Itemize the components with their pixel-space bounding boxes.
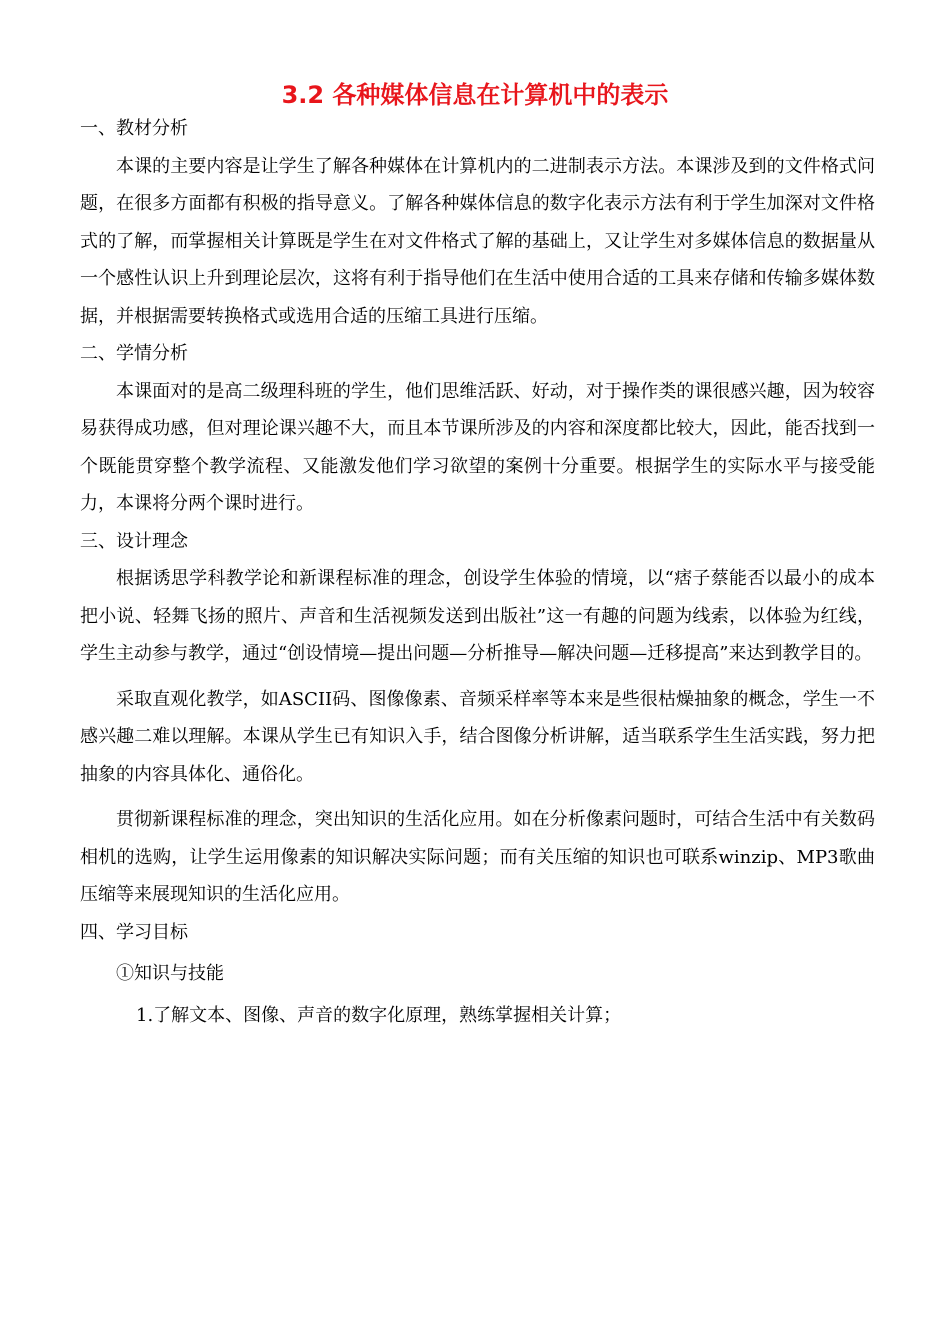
paragraph: 采取直观化教学，如ASCII码、图像像素、音频采样率等本来是些很枯燥抽象的概念，学生一不感兴趣二难以理解。本课从学生已有知识入手，结合图像分析讲解，适当联系学生生活实践，努力把抽象的内容具体化、通俗化。 (80, 688, 875, 785)
section-heading-learning-goals: 四、学习目标 (80, 921, 188, 943)
section-heading-design-concept: 三、设计理念 (80, 530, 188, 552)
list-item: 1.了解文本、图像、声音的数字化原理，熟练掌握相关计算； (136, 1005, 622, 1026)
document-title: 3.2 各种媒体信息在计算机中的表示 (281, 81, 669, 109)
section-heading-learner-analysis: 二、学情分析 (80, 343, 188, 364)
paragraph: 本课的主要内容是让学生了解各种媒体在计算机内的二进制表示方法。本课涉及到的文件格式问题，在很多方面都有积极的指导意义。了解各种媒体信息的数字化表示方法有利于学生加深对文件格式的了解，而掌握相关计算既是学生在对文件格式了解的基础上，又让学生对多媒体信息的数据量从一个感性认识上升到理论层次，这将有利于指导他们在生活中使用合适的工具来存储和传输多媒体数据，并根据需要转换格式或选用合适的压缩工具进行压缩。 (80, 155, 875, 327)
paragraph: 贯彻新课程标准的理念，突出知识的生活化应用。如在分析像素问题时，可结合生活中有关数码相机的选购，让学生运用像素的知识解决实际问题；而有关压缩的知识也可联系winzip、MP3歌曲压缩等来展现知识的生活化应用。 (80, 809, 875, 905)
subheading-knowledge-skills: ①知识与技能 (116, 963, 224, 984)
paragraph: 根据诱思学科教学论和新课程标准的理念，创设学生体验的情境，以“痞子蔡能否以最小的成本把小说、轻舞飞扬的照片、声音和生活视频发送到出版社”这一有趣的问题为线索，以体验为红线，学生主动参与教学，通过“创设情境—提出问题—分析推导—解决问题—迁移提高”来达到教学目的。 (80, 568, 875, 664)
section-heading-textbook-analysis: 一、教材分析 (80, 118, 188, 139)
document-body (80, 110, 875, 1037)
paragraph: 本课面对的是高二级理科班的学生，他们思维活跃、好动，对于操作类的课很感兴趣，因为较容易获得成功感，但对理论课兴趣不大，而且本节课所涉及的内容和深度都比较大，因此，能否找到一个既能贯穿整个教学流程、又能激发他们学习欲望的案例十分重要。根据学生的实际水平与接受能力，本课将分两个课时进行。 (80, 380, 875, 514)
